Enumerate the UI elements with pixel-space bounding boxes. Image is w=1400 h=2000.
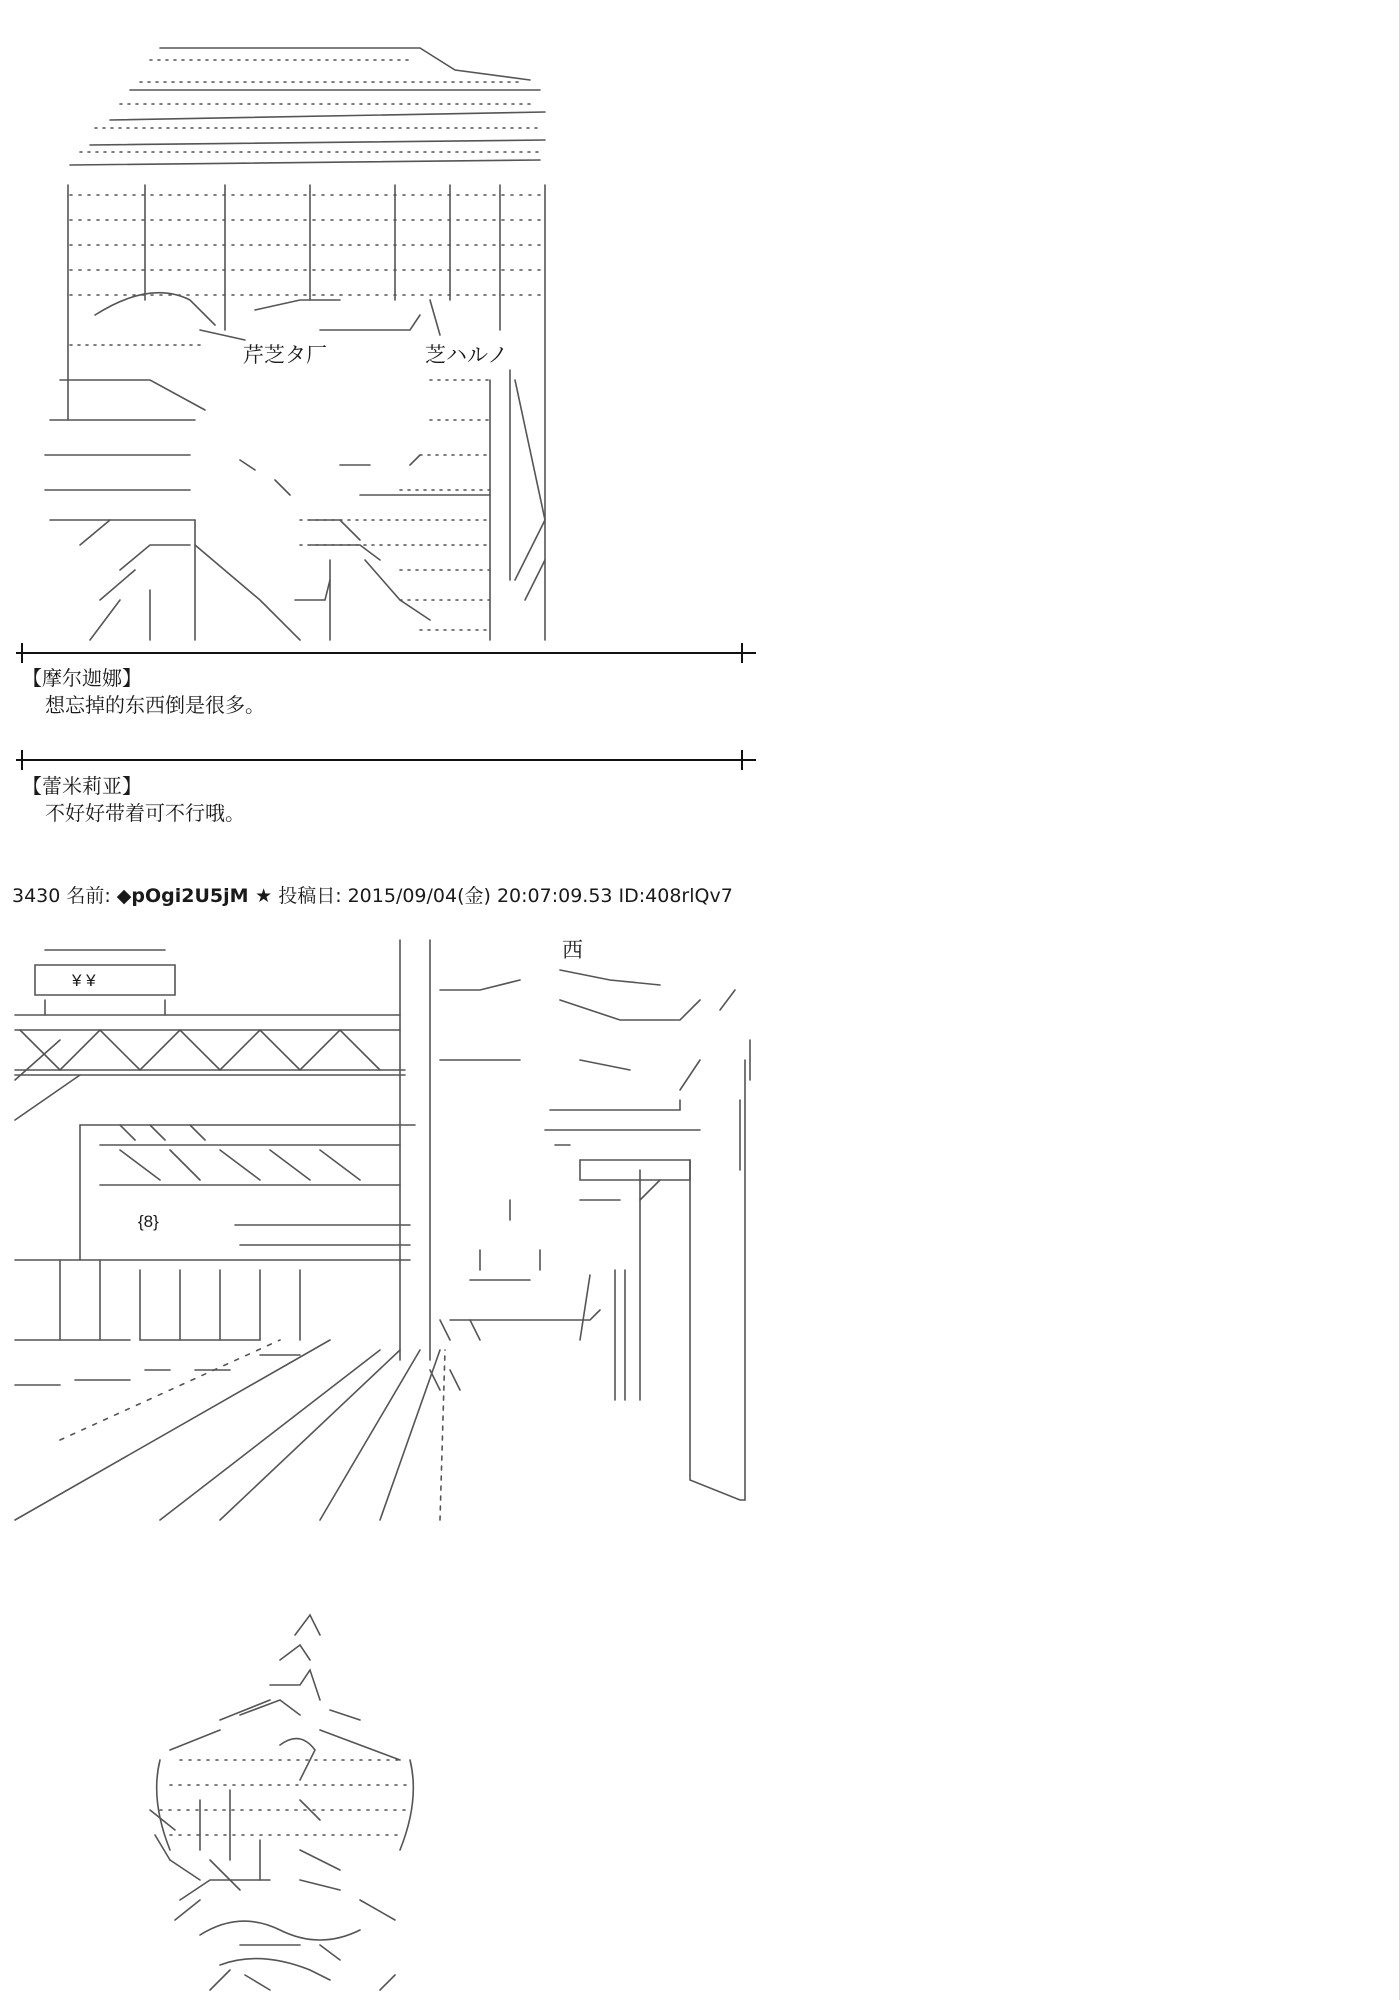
art-sign-text: 芹芝タ厂: [243, 344, 327, 367]
speaker-name-1: 【摩尔迦娜】: [22, 666, 142, 690]
dialogue-divider-1: [14, 642, 758, 664]
dialogue-line-1: 想忘掉的东西倒是很多。: [45, 693, 265, 717]
art-number-mark: {8}: [138, 1212, 159, 1231]
post-date: 2015/09/04(金) 20:07:09.53: [347, 885, 613, 907]
post-id: ID:408rlQv7: [618, 885, 733, 907]
post-date-label: 投稿日:: [278, 885, 342, 907]
station-scene-art: [15, 940, 750, 1520]
dialogue-line-2: 不好好带着可不行哦。: [45, 801, 245, 825]
chibi-character-art: [150, 1615, 413, 1990]
dialogue-divider-2: [14, 749, 758, 771]
post-header: [12, 884, 739, 908]
art-sign-right-text: 芝ハルノ: [425, 344, 509, 367]
post-tripcode: ◆pOgi2U5jM ★: [116, 885, 273, 907]
art-yen-text: ¥ ¥: [72, 971, 96, 990]
post-number: 3430: [12, 885, 61, 907]
art-station-glyph: 西: [562, 939, 583, 962]
speaker-name-2: 【蕾米莉亚】: [22, 774, 142, 798]
post-name-label: 名前:: [66, 885, 111, 907]
